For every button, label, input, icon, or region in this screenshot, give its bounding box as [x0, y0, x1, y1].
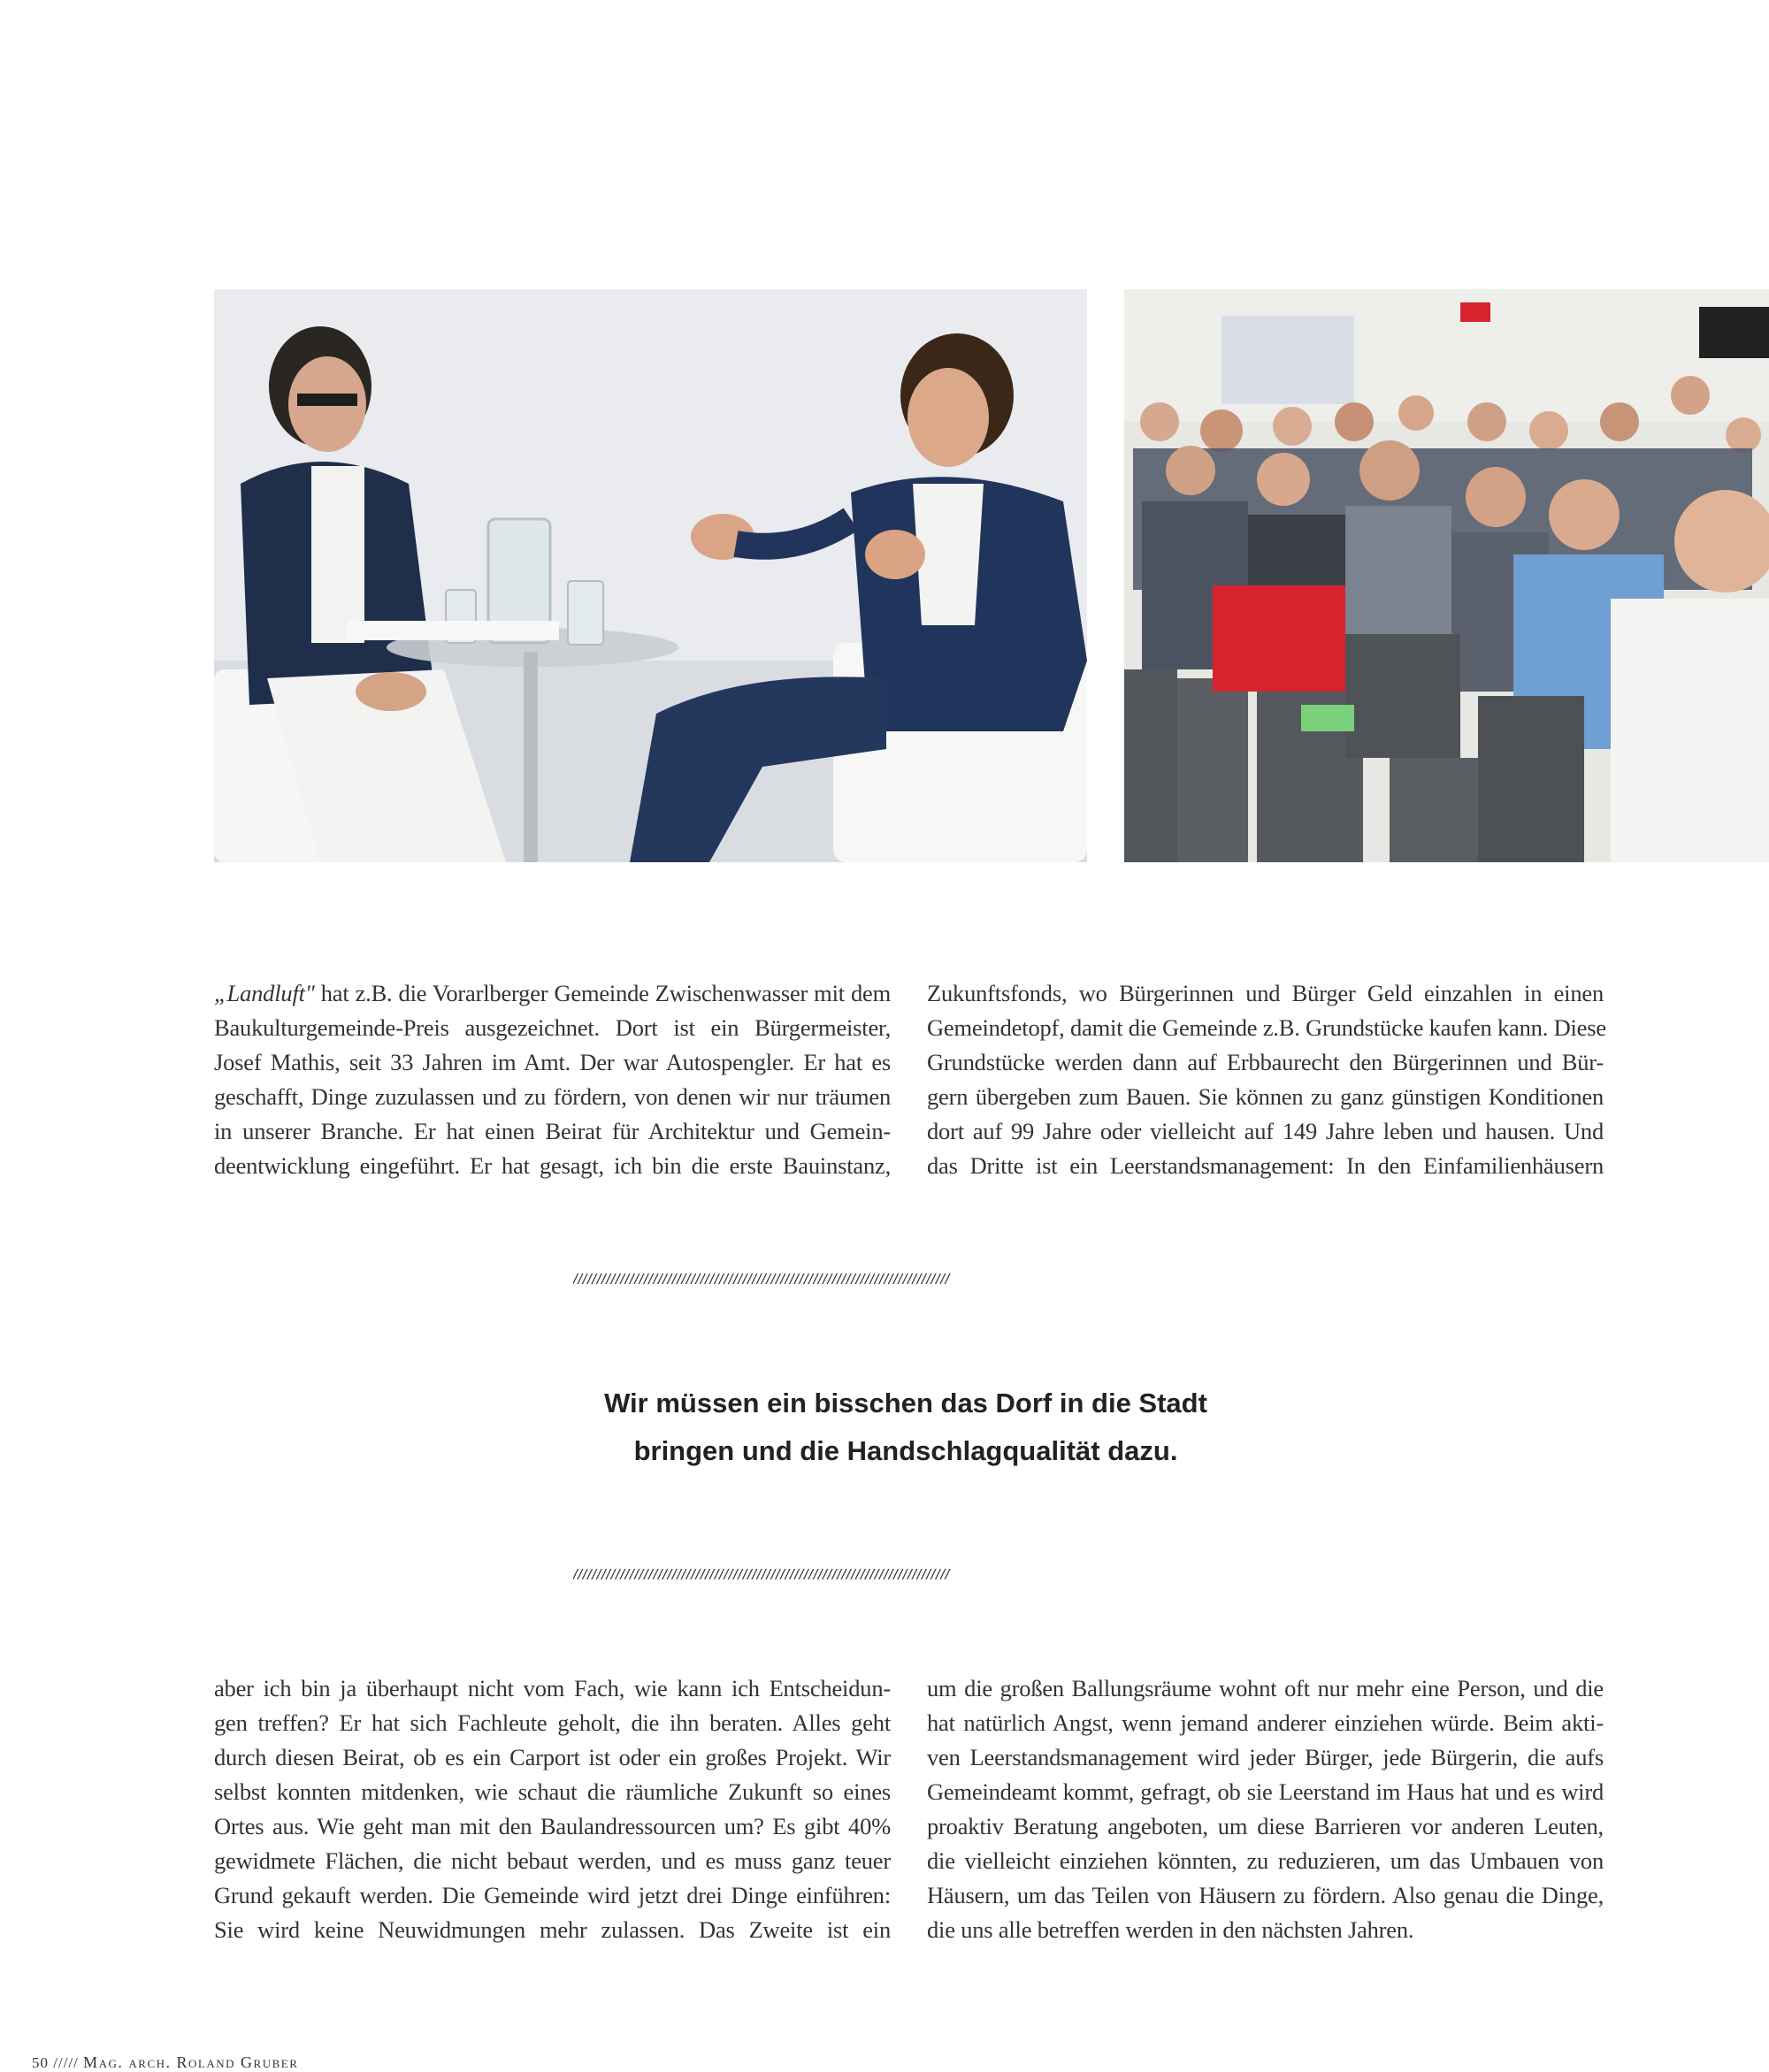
article-line: Zukunftsfonds, wo Bürgerinnen und Bürger Geld einzahlen in einen [927, 980, 1604, 1006]
footer-author: Mag. arch. Roland Gruber [83, 2053, 299, 2071]
article-line: ven Leerstandsmanagement wird jeder Bürger, jede Bürgerin, die aufs [927, 1744, 1604, 1770]
article-line: in unserer Branche. Er hat einen Beirat für Architektur und Gemein- [214, 1118, 891, 1144]
article-line [214, 976, 891, 1011]
article-line: deentwicklung eingeführt. Er hat gesagt, ich bin die erste Bauinstanz, [214, 1152, 891, 1179]
article-line: proaktiv Beratung angeboten, um diese Barrieren vor anderen Leuten, [927, 1813, 1604, 1839]
audience-illustration [1124, 289, 1769, 862]
photo-stage-conversation [214, 289, 1087, 862]
article-line: Baukulturgemeinde-Preis ausgezeichnet. Dort ist ein Bürgermeister, [214, 1014, 891, 1041]
pull-quote [442, 1380, 1369, 1475]
article-emphasis: „Landluft" [214, 980, 315, 1006]
article-line: dort auf 99 Jahre oder vielleicht auf 149 Jahre leben und hausen. Und [927, 1118, 1604, 1144]
article-line: Grundstücke werden dann auf Erbbaurecht den Bürgerinnen und Bür- [927, 1049, 1604, 1075]
article-column-bottom-right [927, 1671, 1604, 1947]
stage-conversation-illustration [214, 289, 1087, 862]
article-column-top-right [927, 976, 1604, 1183]
article-line: gern übergeben zum Bauen. Sie können zu ganz günstigen Konditionen [927, 1083, 1604, 1110]
article-line: hat natürlich Angst, wenn jemand anderer einziehen würde. Beim akti- [927, 1709, 1604, 1736]
pull-quote-line-1: Wir müssen ein bisschen das Dorf in die Stadt [604, 1388, 1207, 1418]
article-column-top-left [214, 976, 891, 1183]
article-line: Ortes aus. Wie geht man mit den Baulandressourcen um? Es gibt 40% [214, 1813, 891, 1839]
article-line: aber ich bin ja überhaupt nicht vom Fach, wie kann ich Entscheidun- [214, 1675, 891, 1701]
pull-quote-line-2: bringen und die Handschlagqualität dazu. [633, 1435, 1178, 1466]
article-line: durch diesen Beirat, ob es ein Carport ist oder ein großes Projekt. Wir [214, 1744, 891, 1770]
article-line: Josef Mathis, seit 33 Jahren im Amt. Der war Autospengler. Er hat es [214, 1049, 891, 1075]
photo-audience-applauding [1124, 289, 1769, 862]
article-line: die uns alle betreffen werden in den nächsten Jahren. [927, 1916, 1414, 1943]
article-line: Gemeindeamt kommt, gefragt, ob sie Leerstand im Haus hat und es wird [927, 1778, 1604, 1805]
article-line: Häusern, um das Teilen von Häusern zu fördern. Also genau die Dinge, [927, 1882, 1604, 1908]
article-line: um die großen Ballungsräume wohnt oft nur mehr eine Person, und die [927, 1675, 1604, 1701]
article-line: gewidmete Flächen, die nicht bebaut werden, und es muss ganz teuer [214, 1847, 891, 1874]
page-footer [32, 2053, 298, 2071]
slash-divider-bottom: //////////////////////////////////////////////////////////////////////////////// [573, 1569, 950, 1581]
article-line: Sie wird keine Neuwidmungen mehr zulassen. Das Zweite ist ein [214, 1916, 891, 1943]
article-line: das Dritte ist ein Leerstandsmanagement: In den Einfamilienhäusern [927, 1152, 1604, 1179]
page-number: 50 [32, 2054, 49, 2071]
article-line-text: hat z.B. die Vorarlberger Gemeinde Zwischenwasser mit dem [314, 980, 891, 1006]
article-line: Gemeindetopf, damit die Gemeinde z.B. Grundstücke kaufen kann. Diese [927, 1014, 1606, 1041]
article-line: geschafft, Dinge zuzulassen und zu fördern, von denen wir nur träumen [214, 1083, 891, 1110]
article-line: die vielleicht einziehen könnten, zu reduzieren, um das Umbauen von [927, 1847, 1604, 1874]
footer-separator: ///// [53, 2054, 79, 2071]
article-line: Grund gekauft werden. Die Gemeinde wird jetzt drei Dinge einführen: [214, 1882, 891, 1908]
article-line: selbst konnten mitdenken, wie schaut die räumliche Zukunft so eines [214, 1778, 891, 1805]
slash-divider-top: //////////////////////////////////////////////////////////////////////////////// [573, 1273, 950, 1286]
article-column-bottom-left [214, 1671, 891, 1947]
article-line: gen treffen? Er hat sich Fachleute geholt, die ihn beraten. Alles geht [214, 1709, 891, 1736]
